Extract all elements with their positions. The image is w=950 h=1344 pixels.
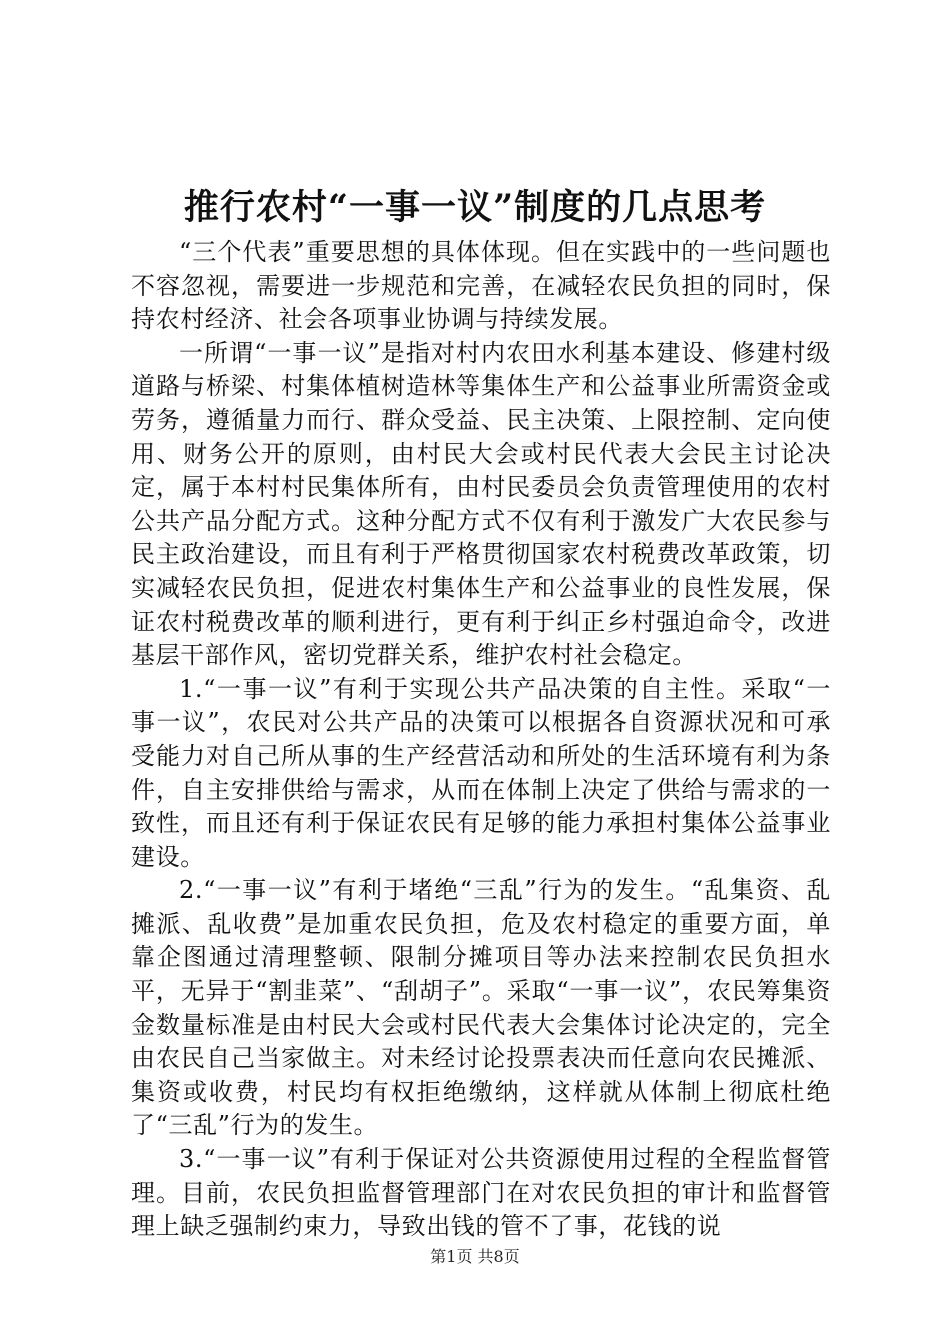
paragraph-4: 2.“一事一议”有利于堵绝“三乱”行为的发生。“乱集资、乱摊派、乱收费”是加重农民负担，危及农村稳定的重要方面，单靠企图通过清理整顿、限制分摊项目等办法来控制农民负担水平，无异于“割韭菜”、“刮胡子”。采取“一事一议”，农民筹集资金数量标准是由村民大会或村民代表大会集体讨论决定的，完全由农民自己当家做主。对未经讨论投票表决而任意向农民摊派、集资或收费，村民均有权拒绝缴纳，这样就从体制上彻底杜绝了“三乱”行为的发生。 bbox=[131, 876, 831, 1140]
paragraph-1: “三个代表”重要思想的具体体现。但在实践中的一些问题也不容忽视，需要进一步规范和完善，在减轻农民负担的同时，保持农村经济、社会各项事业协调与持续发展。 bbox=[131, 238, 831, 334]
paragraph-2: 一所谓“一事一议”是指对村内农田水利基本建设、修建村级道路与桥梁、村集体植树造林等集体生产和公益事业所需资金或劳务，遵循量力而行、群众受益、民主决策、上限控制、定向使用、财务公开的原则，由村民大会或村民代表大会民主讨论决定，属于本村村民集体所有，由村民委员会负责管理使用的农村公共产品分配方式。这种分配方式不仅有利于激发广大农民参与民主政治建设，而且有利于严格贯彻国家农村税费改革政策，切实减轻农民负担，促进农村集体生产和公益事业的良性发展，保证农村税费改革的顺利进行，更有利于纠正乡村强迫命令，改进基层干部作风，密切党群关系，维护农村社会稳定。 bbox=[131, 338, 831, 670]
page-footer: 第1页 共8页 bbox=[430, 1247, 520, 1266]
document-body bbox=[131, 236, 831, 1244]
paragraph-5: 3.“一事一议”有利于保证对公共资源使用过程的全程监督管理。目前，农民负担监督管理部门在对农民负担的审计和监督管理上缺乏强制约束力，导致出钱的管不了事，花钱的说 bbox=[131, 1145, 831, 1241]
document-title: 推行农村“一事一议”制度的几点思考 bbox=[183, 187, 767, 228]
paragraph-3: 1.“一事一议”有利于实现公共产品决策的自主性。采取“一事一议”，农民对公共产品的决策可以根据各自资源状况和可承受能力对自己所从事的生产经营活动和所处的生活环境有利为条件，自主安排供给与需求，从而在体制上决定了供给与需求的一致性，而且还有利于保证农民有足够的能力承担村集体公益事业建设。 bbox=[131, 674, 831, 871]
